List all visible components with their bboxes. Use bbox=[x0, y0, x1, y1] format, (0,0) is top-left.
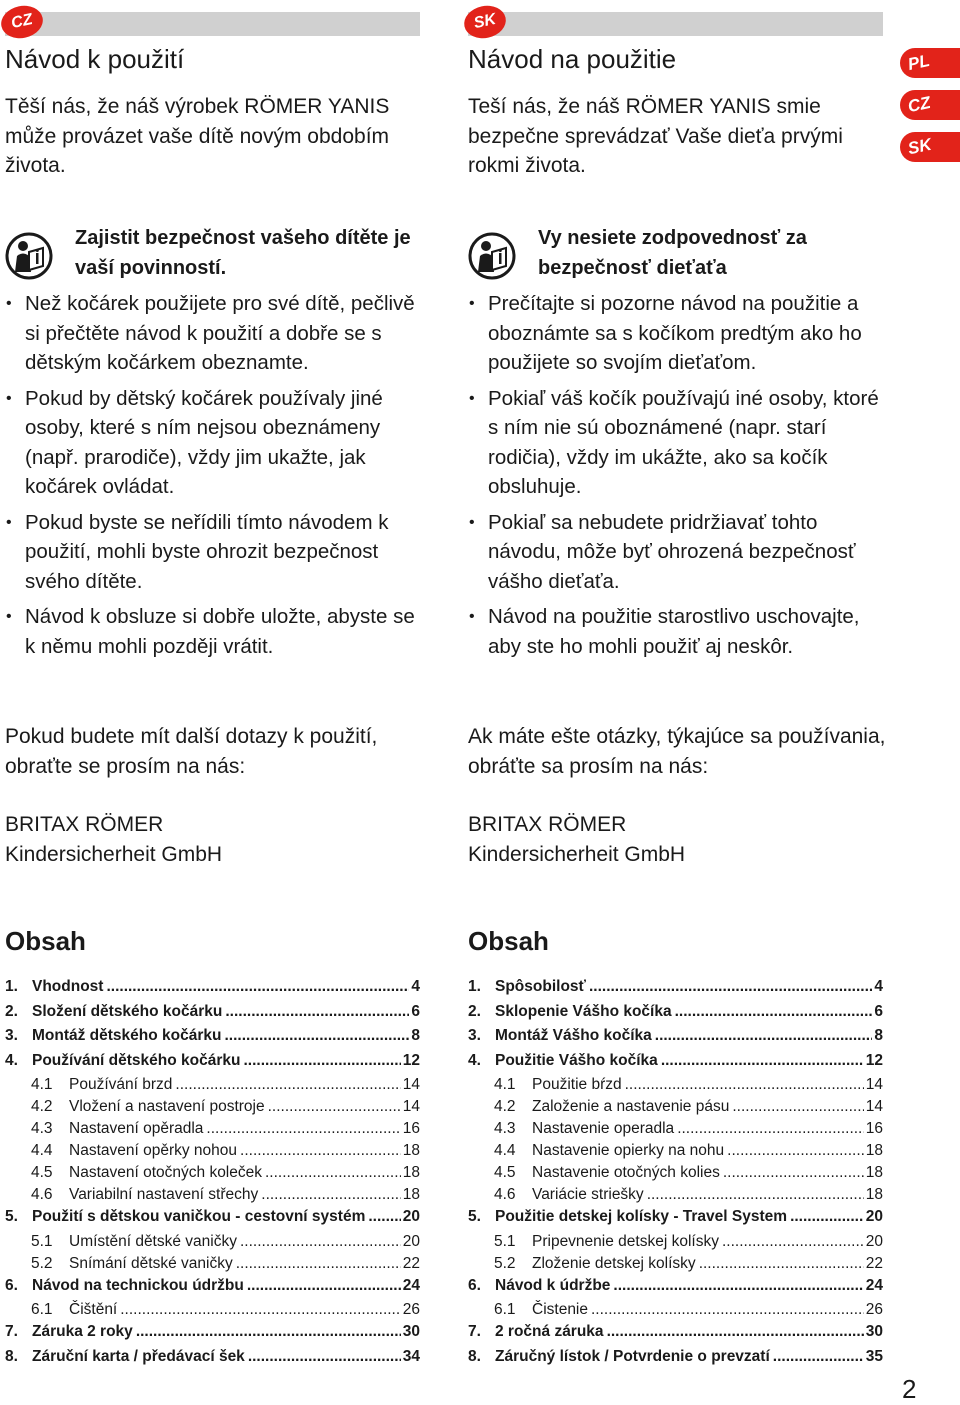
contact-text: Pokud budete mít další dotazy k použití, obraťte se prosím na nás: bbox=[5, 725, 378, 778]
toc-entry-label: Používání dětského kočárku bbox=[32, 1051, 241, 1069]
toc-entry-page: 4 bbox=[411, 978, 420, 995]
toc-entry[interactable] bbox=[5, 978, 420, 1003]
toc-entry-number: 8. bbox=[5, 1347, 18, 1365]
toc-entry-number: 1. bbox=[5, 978, 18, 995]
toc-leader-dots bbox=[225, 1027, 410, 1045]
list-item: • Pokud byste se neřídili tímto návodem k použití, mohli byste ohrozit bezpečnost svého dítěte. bbox=[5, 508, 425, 597]
toc-entry-label: Umístění dětské vaničky bbox=[69, 1232, 237, 1250]
toc-entry-page: 20 bbox=[402, 1232, 420, 1250]
toc-leader-dots bbox=[243, 1052, 400, 1070]
toc-entry-number: 6.1 bbox=[31, 1301, 53, 1318]
toc-entry-label: Použití s dětskou vaničkou - cestovní systém bbox=[32, 1208, 366, 1225]
toc-entry[interactable] bbox=[468, 1164, 883, 1186]
toc-leader-dots bbox=[732, 1098, 863, 1116]
toc-entry-number: 2. bbox=[468, 1002, 481, 1020]
toc-entry-label: Záručný lístok / Potvrdenie o prevzatí bbox=[495, 1347, 770, 1365]
toc-entry-number: 4.5 bbox=[31, 1164, 53, 1181]
toc-entry-page: 12 bbox=[402, 1051, 420, 1069]
toc-leader-dots bbox=[206, 1120, 400, 1138]
toc-entry[interactable] bbox=[5, 1301, 420, 1323]
toc-entry-page: 14 bbox=[402, 1098, 420, 1115]
toc-entry-page: 8 bbox=[874, 1027, 883, 1044]
toc-entry[interactable] bbox=[5, 1255, 420, 1277]
toc-leader-dots bbox=[655, 1027, 873, 1045]
contact-text: Ak máte ešte otázky, týkajúce sa používania, obráťte sa prosím na nás: bbox=[468, 725, 886, 778]
toc-entry-page: 24 bbox=[402, 1276, 420, 1294]
toc-entry-number: 5. bbox=[5, 1208, 18, 1225]
toc-entry-page: 8 bbox=[411, 1027, 420, 1044]
toc-entry-page: 26 bbox=[402, 1301, 420, 1318]
toc-entry-label: Nastavení opěradla bbox=[69, 1120, 204, 1137]
toc-entry[interactable] bbox=[468, 1348, 883, 1373]
toc-entry[interactable] bbox=[5, 1003, 420, 1028]
toc-entry[interactable] bbox=[5, 1076, 420, 1098]
toc-leader-dots bbox=[175, 1076, 400, 1094]
toc-entry-number: 4.3 bbox=[31, 1120, 53, 1137]
toc-entry-label: Nastavenie operadla bbox=[532, 1120, 675, 1137]
language-tab-cz[interactable] bbox=[900, 90, 960, 120]
toc-leader-dots bbox=[268, 1098, 401, 1116]
toc-entry-label: Nastavení otočných koleček bbox=[69, 1164, 262, 1181]
toc-leader-dots bbox=[248, 1348, 401, 1366]
company-line: BRITAX RÖMER bbox=[5, 813, 164, 836]
company-line: BRITAX RÖMER bbox=[468, 813, 627, 836]
toc-entry-number: 6. bbox=[5, 1276, 18, 1294]
toc-entry[interactable] bbox=[468, 1208, 883, 1233]
toc-leader-dots bbox=[790, 1208, 864, 1226]
read-manual-icon bbox=[468, 232, 516, 280]
toc-leader-dots bbox=[240, 1233, 401, 1251]
safety-bullets bbox=[5, 289, 425, 661]
toc-entry-page: 20 bbox=[402, 1208, 420, 1225]
toc-entry-number: 6. bbox=[468, 1276, 481, 1294]
toc-entry-page: 34 bbox=[402, 1347, 420, 1365]
toc-leader-dots bbox=[625, 1076, 864, 1094]
toc-leader-dots bbox=[722, 1233, 864, 1251]
list-item: • Prečítajte si pozorne návod na použitie a oboznámte sa s kočíkom predtým ako ho použijete so svojím dieťaťom. bbox=[468, 289, 888, 378]
company-line: Kindersicherheit GmbH bbox=[5, 842, 223, 866]
toc-entry-page: 4 bbox=[874, 978, 883, 995]
toc-entry-page: 14 bbox=[402, 1076, 420, 1093]
toc-entry-number: 5.2 bbox=[31, 1254, 53, 1272]
toc-entry[interactable] bbox=[468, 1120, 883, 1142]
toc-entry-page: 18 bbox=[865, 1142, 883, 1159]
toc-entry-label: Návod k údržbe bbox=[495, 1276, 611, 1294]
toc-leader-dots bbox=[106, 978, 409, 996]
toc-entry-number: 4.5 bbox=[494, 1164, 516, 1181]
language-tab-label: SK bbox=[906, 134, 934, 159]
toc-entry-page: 18 bbox=[865, 1164, 883, 1181]
language-tab-label: CZ bbox=[906, 92, 933, 117]
toc-entry-page: 18 bbox=[865, 1186, 883, 1203]
toc-entry-page: 20 bbox=[865, 1208, 883, 1225]
toc-entry-label: Použitie bŕzd bbox=[532, 1076, 622, 1093]
toc-entry-label: Založenie a nastavenie pásu bbox=[532, 1098, 730, 1115]
toc-entry-page: 35 bbox=[865, 1347, 883, 1365]
toc-entry-number: 3. bbox=[468, 1027, 481, 1044]
list-item: • Pokud by dětský kočárek používaly jiné osoby, které s ním nejsou obeznámeny (např. prarodiče), vždy jim ukažte, jak kočárek ovládat. bbox=[5, 384, 425, 502]
toc-entry-number: 4.1 bbox=[494, 1076, 516, 1093]
toc-leader-dots bbox=[727, 1142, 864, 1160]
toc-entry-number: 4.4 bbox=[31, 1142, 53, 1159]
toc-entry-page: 30 bbox=[402, 1323, 420, 1340]
list-item: • Pokiaľ sa nebudete pridržiavať tohto návodu, môže byť ohrozená bezpečnosť vášho dieťaťa. bbox=[468, 508, 888, 597]
toc-entry[interactable] bbox=[5, 1120, 420, 1142]
company-name bbox=[468, 810, 685, 869]
toc-entry[interactable] bbox=[468, 1003, 883, 1028]
toc-entry[interactable] bbox=[5, 1142, 420, 1164]
toc-entry-label: Montáž Vášho kočíka bbox=[495, 1027, 652, 1044]
toc-entry[interactable] bbox=[5, 1233, 420, 1255]
toc-entry-label: Pripevnenie detskej kolísky bbox=[532, 1232, 719, 1250]
language-tab-sk[interactable] bbox=[900, 132, 960, 162]
toc-entry[interactable] bbox=[468, 1233, 883, 1255]
toc-leader-dots bbox=[240, 1142, 401, 1160]
toc-leader-dots bbox=[591, 1301, 864, 1319]
toc-entry-label: 2 ročná záruka bbox=[495, 1323, 604, 1340]
toc-leader-dots bbox=[613, 1277, 863, 1295]
toc-entry-number: 5.2 bbox=[494, 1254, 516, 1272]
read-manual-icon bbox=[5, 232, 53, 280]
language-bar bbox=[5, 12, 420, 36]
intro-text: Těší nás, že náš výrobek RÖMER YANIS může provázet vaše dítě novým obdobím života. bbox=[5, 95, 390, 177]
toc-entry-label: Záruční karta / předávací šek bbox=[32, 1347, 245, 1365]
toc-leader-dots bbox=[261, 1186, 400, 1204]
toc-entry-page: 6 bbox=[411, 1002, 420, 1020]
toc-entry-number: 4.3 bbox=[494, 1120, 516, 1137]
toc-leader-dots bbox=[225, 1003, 409, 1021]
intro-text: Teší nás, že náš RÖMER YANIS smie bezpečne sprevádzať Vaše dieťa prvými rokmi života. bbox=[468, 95, 843, 177]
toc-entry-label: Nastavenie opierky na nohu bbox=[532, 1142, 725, 1159]
toc-entry-label: Použitie detskej kolísky - Travel System bbox=[495, 1208, 788, 1225]
language-tab-label: PL bbox=[906, 50, 932, 75]
toc-leader-dots bbox=[368, 1208, 400, 1226]
toc-entry-number: 7. bbox=[468, 1323, 481, 1340]
toc-entry-page: 22 bbox=[865, 1254, 883, 1272]
language-bar bbox=[468, 12, 883, 36]
toc-entry[interactable] bbox=[5, 1052, 420, 1077]
toc-entry-label: Variácie striešky bbox=[532, 1186, 644, 1203]
language-tab-pl[interactable] bbox=[900, 48, 960, 78]
toc-entry-label: Spôsobilosť bbox=[495, 978, 586, 995]
toc-entry[interactable] bbox=[5, 1098, 420, 1120]
toc-entry-page: 14 bbox=[865, 1076, 883, 1093]
toc-leader-dots bbox=[265, 1164, 401, 1182]
toc-leader-dots bbox=[699, 1255, 864, 1273]
toc-entry-page: 30 bbox=[865, 1323, 883, 1340]
toc-leader-dots bbox=[661, 1052, 864, 1070]
toc-entry-number: 4.2 bbox=[494, 1098, 516, 1115]
toc-entry-label: Nastavení opěrky nohou bbox=[69, 1142, 238, 1159]
toc-leader-dots bbox=[723, 1164, 864, 1182]
toc-entry-page: 26 bbox=[865, 1301, 883, 1318]
toc-entry-page: 22 bbox=[402, 1254, 420, 1272]
toc-entry-page: 14 bbox=[865, 1098, 883, 1115]
toc-entry-number: 4.6 bbox=[31, 1186, 53, 1203]
toc-entry-page: 18 bbox=[402, 1164, 420, 1181]
table-of-contents bbox=[5, 978, 420, 1372]
toc-entry-label: Čistenie bbox=[532, 1301, 588, 1318]
toc-entry-number: 8. bbox=[468, 1347, 481, 1365]
toc-entry-page: 18 bbox=[402, 1142, 420, 1159]
toc-entry[interactable] bbox=[468, 1027, 883, 1052]
table-of-contents bbox=[468, 978, 883, 1372]
toc-entry[interactable] bbox=[5, 1208, 420, 1233]
toc-entry-label: Vložení a nastavení postroje bbox=[69, 1098, 265, 1115]
toc-entry-number: 1. bbox=[468, 978, 481, 995]
toc-entry-number: 2. bbox=[5, 1002, 18, 1020]
toc-entry-number: 5.1 bbox=[494, 1232, 516, 1250]
toc-leader-dots bbox=[677, 1120, 864, 1138]
toc-entry-label: Variabilní nastavení střechy bbox=[69, 1186, 259, 1203]
toc-entry[interactable] bbox=[468, 1255, 883, 1277]
toc-entry-label: Nastavenie otočných kolies bbox=[532, 1164, 720, 1181]
toc-leader-dots bbox=[236, 1255, 401, 1273]
list-item: • Pokiaľ váš kočík používajú iné osoby, ktoré s ním nie sú oboznámené (napr. starí rodičia), vždy im ukážte, ako sa kočík obsluhuje. bbox=[468, 384, 888, 502]
page-title: Návod na použitie bbox=[468, 44, 677, 74]
toc-entry-label: Návod na technickou údržbu bbox=[32, 1276, 244, 1294]
list-item: • Návod na použitie starostlivo uschovajte, aby ste ho mohli použiť aj neskôr. bbox=[468, 602, 888, 661]
toc-leader-dots bbox=[136, 1323, 401, 1341]
company-name bbox=[5, 810, 222, 869]
toc-leader-dots bbox=[589, 978, 872, 996]
toc-entry[interactable] bbox=[468, 978, 883, 1003]
toc-entry-label: Záruka 2 roky bbox=[32, 1323, 133, 1340]
toc-entry-label: Použitie Vášho kočíka bbox=[495, 1051, 658, 1069]
list-item: • Návod k obsluze si dobře uložte, abyste se k němu mohli později vrátit. bbox=[5, 602, 425, 661]
safety-heading: Zajistit bezpečnost vašeho dítěte je vaší povinností. bbox=[75, 227, 411, 279]
toc-entry-label: Složení dětského kočárku bbox=[32, 1002, 223, 1020]
toc-entry-number: 7. bbox=[5, 1323, 18, 1340]
toc-entry-label: Používání brzd bbox=[69, 1076, 173, 1093]
toc-entry-number: 5.1 bbox=[31, 1232, 53, 1250]
company-line: Kindersicherheit GmbH bbox=[468, 842, 686, 866]
toc-entry[interactable] bbox=[5, 1277, 420, 1302]
toc-leader-dots bbox=[675, 1003, 873, 1021]
toc-entry-label: Sklopenie Vášho kočíka bbox=[495, 1002, 672, 1020]
toc-leader-dots bbox=[247, 1277, 401, 1295]
toc-leader-dots bbox=[773, 1348, 864, 1366]
toc-entry[interactable] bbox=[468, 1098, 883, 1120]
safety-heading: Vy nesiete zodpovednosť za bezpečnosť dieťaťa bbox=[538, 227, 807, 279]
toc-title: Obsah bbox=[5, 926, 86, 956]
toc-entry[interactable] bbox=[5, 1164, 420, 1186]
toc-entry[interactable] bbox=[468, 1052, 883, 1077]
toc-title: Obsah bbox=[468, 926, 549, 956]
language-badge: SK bbox=[461, 2, 509, 42]
toc-entry-label: Vhodnost bbox=[32, 978, 104, 995]
toc-entry-number: 4.1 bbox=[31, 1076, 53, 1093]
toc-entry[interactable] bbox=[468, 1186, 883, 1208]
toc-entry-number: 4.4 bbox=[494, 1142, 516, 1159]
toc-entry-label: Čištění bbox=[69, 1301, 118, 1318]
page-title: Návod k použití bbox=[5, 44, 185, 74]
toc-entry[interactable] bbox=[468, 1142, 883, 1164]
toc-leader-dots bbox=[120, 1301, 401, 1319]
toc-entry[interactable] bbox=[5, 1186, 420, 1208]
toc-entry-number: 4.6 bbox=[494, 1186, 516, 1203]
toc-entry-page: 20 bbox=[865, 1232, 883, 1250]
page-number: 2 bbox=[902, 1374, 917, 1404]
safety-section bbox=[5, 224, 425, 667]
toc-entry[interactable] bbox=[468, 1076, 883, 1098]
toc-entry-number: 6.1 bbox=[494, 1301, 516, 1318]
toc-entry-number: 5. bbox=[468, 1208, 481, 1225]
toc-entry[interactable] bbox=[5, 1348, 420, 1373]
language-badge: CZ bbox=[0, 2, 46, 42]
toc-entry-number: 4. bbox=[5, 1051, 18, 1069]
toc-entry-number: 4.2 bbox=[31, 1098, 53, 1115]
list-item: • Než kočárek použijete pro své dítě, pečlivě si přečtěte návod k použití a dobře se s dětským kočárkem obeznamte. bbox=[5, 289, 425, 378]
toc-entry-label: Zloženie detskej kolísky bbox=[532, 1254, 696, 1272]
toc-leader-dots bbox=[607, 1323, 864, 1341]
toc-entry[interactable] bbox=[5, 1027, 420, 1052]
toc-entry-page: 6 bbox=[874, 1002, 883, 1020]
toc-entry-label: Snímání dětské vaničky bbox=[69, 1254, 233, 1272]
toc-entry[interactable] bbox=[468, 1323, 883, 1348]
toc-entry-number: 4. bbox=[468, 1051, 481, 1069]
toc-entry-number: 3. bbox=[5, 1027, 18, 1044]
toc-entry[interactable] bbox=[468, 1277, 883, 1302]
toc-entry-page: 24 bbox=[865, 1276, 883, 1294]
safety-bullets bbox=[468, 289, 888, 661]
toc-entry-page: 16 bbox=[402, 1120, 420, 1137]
safety-section bbox=[468, 224, 888, 667]
toc-entry[interactable] bbox=[5, 1323, 420, 1348]
toc-entry-label: Montáž dětského kočárku bbox=[32, 1027, 222, 1044]
toc-entry-page: 16 bbox=[865, 1120, 883, 1137]
toc-entry-page: 18 bbox=[402, 1186, 420, 1203]
toc-entry[interactable] bbox=[468, 1301, 883, 1323]
toc-entry-page: 12 bbox=[865, 1051, 883, 1069]
toc-leader-dots bbox=[647, 1186, 864, 1204]
